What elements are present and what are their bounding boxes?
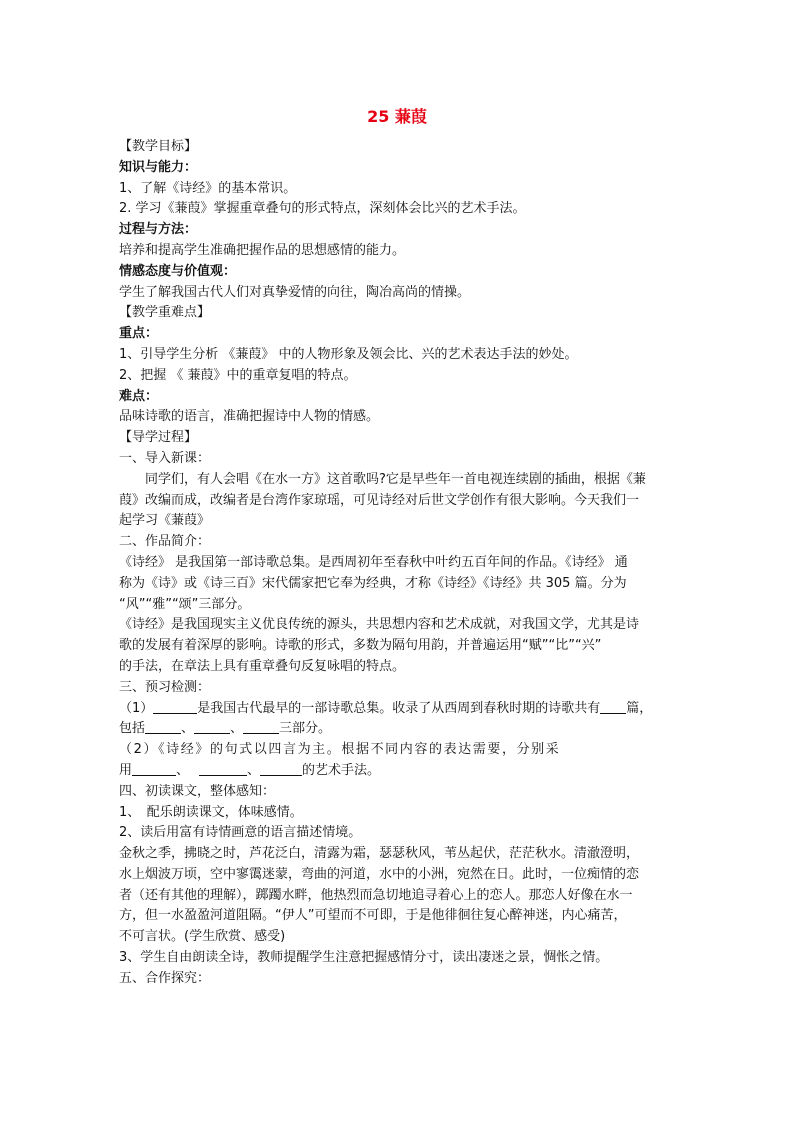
text-line: “风”“雅”“颂”三部分。	[119, 596, 251, 612]
blank-line[interactable]	[145, 719, 181, 734]
text-line: 2、读后用富有诗情画意的语言描述情境。	[119, 825, 362, 841]
blank-line[interactable]	[243, 719, 279, 734]
section-2-heading: 二、作品简介：	[119, 534, 211, 550]
section-5-heading: 五、合作探究：	[119, 970, 211, 986]
text-line: 的手法，在章法上具有重章叠句反复咏唱的特点。	[119, 658, 406, 674]
text-line: 水上烟波万顷，空中寥霭迷蒙，弯曲的河道，水中的小洲，宛然在日。此时，一位痴情的恋	[119, 866, 640, 882]
section-heading-process: 【导学过程】	[119, 430, 198, 446]
text-line: 方，但一水盈盈河道阻隔。“伊人”可望而不可即，于是他徘徊往复心醉神迷，内心痛苦，	[119, 908, 627, 924]
question-1-text: 是我国古代最早的一部诗歌总集。收录了从西周到春秋时期的诗歌共有	[197, 700, 601, 716]
text-line: 者（还有其他的理解），踯躅水畔，他热烈而急切地追寻着心上的恋人。那恋人好像在水一	[119, 887, 633, 903]
question-2-tail: 的艺术手法。	[302, 762, 381, 778]
text-line: 称为《诗》或《诗三百》宋代儒家把它奉为经典，才称《诗经》《诗经》共 305 篇。分为	[119, 575, 627, 591]
question-1-include: 包括	[119, 721, 146, 737]
separator: 、	[176, 762, 190, 778]
blank-line[interactable]	[260, 761, 302, 776]
subheading-focus: 重点：	[119, 326, 159, 342]
separator: 、	[247, 762, 261, 778]
question-1-unit: 篇，	[626, 700, 653, 716]
text-line: 1、引导学生分析 《蒹葭》 中的人物形象及领会比、兴的艺术表达手法的妙处。	[119, 346, 578, 362]
text-line: 1、了解《诗经》的基本常识。	[119, 180, 297, 196]
question-2-line-2	[119, 761, 679, 782]
document-body	[119, 137, 679, 990]
text-line: 品味诗歌的语言，准确把握诗中人物的情感。	[119, 409, 380, 425]
text-line: 葭》改编而成，改编者是台湾作家琼瑶，可见诗经对后世文学创作有很大影响。今天我们一	[119, 492, 640, 508]
separator: 、	[230, 721, 244, 737]
question-1-line	[119, 699, 679, 720]
text-line: 3、学生自由朗读全诗，教师提醒学生注意把握感情分寸，读出凄迷之景，惆怅之情。	[119, 950, 609, 966]
subheading-process: 过程与方法：	[119, 222, 198, 238]
question-1-tail: 三部分。	[279, 721, 332, 737]
section-3-heading: 三、预习检测：	[119, 679, 211, 695]
section-heading-key-points: 【教学重难点】	[119, 305, 211, 321]
question-1-line-2	[119, 719, 679, 740]
subheading-knowledge: 知识与能力：	[119, 159, 198, 175]
section-4-heading: 四、初读课文，整体感知：	[119, 783, 276, 799]
question-2-use: 用	[119, 762, 133, 778]
blank-line[interactable]	[199, 761, 247, 776]
section-heading-goals: 【教学目标】	[119, 139, 198, 154]
subheading-difficulty: 难点：	[119, 388, 159, 404]
text-line: 学生了解我国古代人们对真挚爱情的向往，陶冶高尚的情操。	[119, 284, 471, 300]
text-line: 《诗经》是我国现实主义优良传统的源头，共思想内容和艺术成就，对我国文学，尤其是诗	[119, 617, 640, 633]
section-1-heading: 一、导入新课：	[119, 450, 211, 466]
question-1-number: （1）	[119, 700, 154, 716]
document-title: 25 蒹葭	[367, 107, 427, 126]
text-line: 2. 学习《蒹葭》掌握重章叠句的形式特点，深刻体会比兴的艺术手法。	[119, 201, 526, 217]
separator: 、	[181, 721, 195, 737]
blank-line[interactable]	[600, 699, 626, 714]
question-2-line: （2）《诗经》的句式以四言为主。根据不同内容的表达需要，分别采	[119, 742, 561, 758]
text-line: 2、把握 《 蒹葭》中的重章复唱的特点。	[119, 367, 357, 383]
text-line: 歌的发展有着深厚的影响。诗歌的形式，多数为隔句用韵，并普遍运用“赋”“比”“兴”	[119, 638, 602, 654]
blank-line[interactable]	[132, 761, 176, 776]
text-line: 培养和提高学生准确把握作品的思想感情的能力。	[119, 242, 406, 258]
blank-line[interactable]	[194, 719, 230, 734]
text-line: 金秋之季，拂晓之时，芦花泛白，清露为霜，瑟瑟秋风，苇丛起伏，茫茫秋水。清澈澄明，	[119, 846, 640, 862]
blank-line[interactable]	[153, 699, 197, 714]
text-line: 起学习《蒹葭》	[119, 513, 211, 529]
text-line: 同学们，有人会唱《在水一方》这首歌吗?它是早些年一首电视连续剧的插曲，根据《蒹	[145, 471, 646, 487]
text-line: 1、 配乐朗读课文，体味感情。	[119, 804, 303, 820]
subheading-emotion: 情感态度与价值观：	[119, 263, 237, 279]
text-line: 不可言状。(学生欣赏、感受)	[119, 929, 286, 945]
text-line: 《诗经》 是我国第一部诗歌总集。是西周初年至春秋中叶约五百年间的作品。《诗经》 通	[119, 554, 628, 570]
